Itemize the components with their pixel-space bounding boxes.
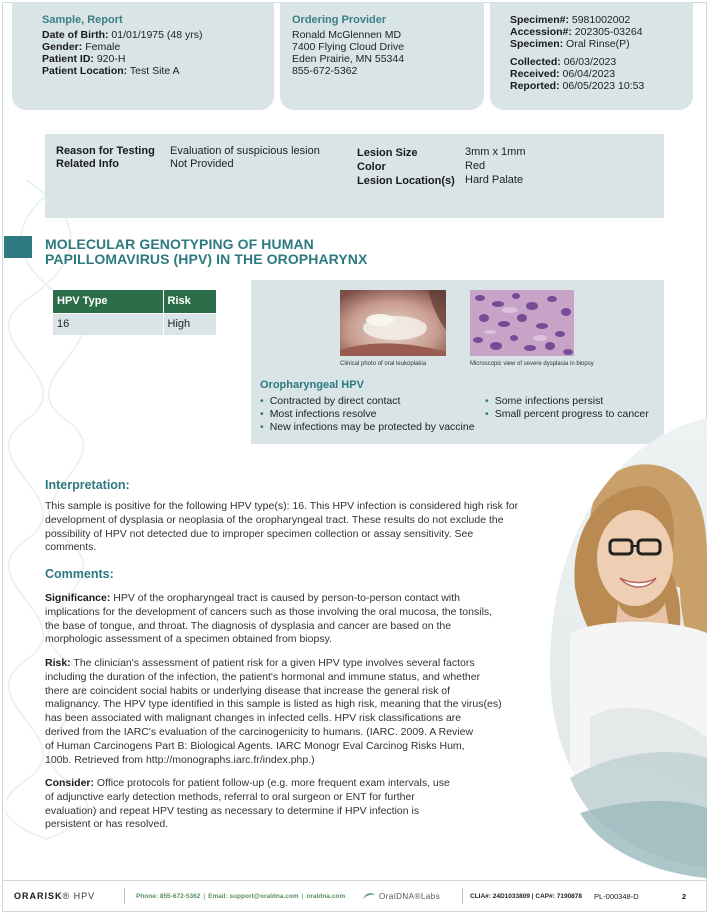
accession-row: Accession#: 202305-03264 bbox=[510, 26, 643, 38]
related-label: Related Info bbox=[56, 158, 119, 170]
report-title: MOLECULAR GENOTYPING OF HUMAN PAPILLOMAVIRUS (HPV) IN THE OROPHARYNX bbox=[45, 236, 368, 267]
lesion-location-value: Hard Palate bbox=[465, 174, 524, 186]
hpv-results-table bbox=[53, 290, 217, 335]
provider-heading: Ordering Provider bbox=[292, 14, 387, 26]
provider-phone: 855-672-5362 bbox=[292, 65, 358, 77]
orarisk-logo: ORARISK ® HPV bbox=[14, 891, 96, 901]
patient-card bbox=[12, 2, 274, 110]
oraldna-labs-logo: OralDNA®Labs bbox=[362, 880, 440, 912]
bullet-item: • Contracted by direct contact bbox=[260, 395, 400, 407]
reason-value: Evaluation of suspicious lesion bbox=[170, 145, 320, 157]
interpretation-text: This sample is positive for the following HPV type(s): 16. This HPV infection is considered high risk for development of dysplasia or neoplasia of the oropharyngeal tract. These results do not exclude the possibility of HPV not detected due to improper specimen collection or assay sensitivity. See comments. bbox=[45, 500, 519, 554]
footer-contact: Phone: 855-672-5362 | Email: support@oraldna.com | oraldna.com bbox=[136, 892, 346, 900]
dysplasia-biopsy-photo bbox=[470, 290, 574, 356]
provider-card bbox=[280, 2, 484, 110]
bullet-item: • Some infections persist bbox=[485, 395, 603, 407]
gender-row: Gender: Female bbox=[42, 41, 121, 53]
caption-dysplasia: Microscopic view of severe dysplasia in biopsy bbox=[470, 361, 594, 367]
patient-heading: Sample, Report bbox=[42, 14, 123, 26]
leukoplakia-photo bbox=[340, 290, 446, 356]
risk-paragraph: Risk: The clinician's assessment of patient risk for a given HPV type involves several factors including the duration of the infection, the patient's hormonal and immune status, and whether there are coincident social habits or underlying disease that increase the general risk of malignancy. The HPV type identified in this sample is listed as high risk, meaning that the virus(es) has been associated with malignant changes in infected cells. HPV risk classifications are derived from the IARC's evaluation of the carcinogenicity to humans. (IARC. 2009. A Review of Human Carcinogens Part B: Biological Agents. IARC Monogr Eval Carcinog Risks Hum, 100b. Retrieved from http://monographs.iarc.fr/index.php.) bbox=[45, 657, 502, 766]
reason-panel bbox=[45, 134, 664, 218]
specimen-type-row: Specimen: Oral Rinse(P) bbox=[510, 38, 630, 50]
hpv-type-header: HPV Type bbox=[53, 290, 163, 313]
reason-label: Reason for Testing bbox=[56, 145, 155, 157]
lesion-color-label: Color bbox=[357, 161, 386, 173]
lesion-color-value: Red bbox=[465, 160, 486, 172]
bullet-item: • Most infections resolve bbox=[260, 408, 376, 420]
patient-id-row: Patient ID: 920-H bbox=[42, 53, 126, 65]
footer-clia-cap: CLIA#: 24D1033809 | CAP#: 7190878 bbox=[470, 892, 583, 900]
footer-phone: Phone: 855-672-5362 bbox=[136, 892, 201, 900]
provider-address2: Eden Prairie, MN 55344 bbox=[292, 53, 405, 65]
dob-row: Date of Birth: 01/01/1975 (48 yrs) bbox=[42, 29, 203, 41]
interpretation-heading: Interpretation: bbox=[45, 478, 130, 492]
caption-leukoplakia: Clinical photo of oral leukoplakia bbox=[340, 361, 427, 367]
reported-row: Reported: 06/05/2023 10:53 bbox=[510, 80, 645, 92]
collected-row: Collected: 06/03/2023 bbox=[510, 56, 617, 68]
significance-paragraph: Significance: HPV of the oropharyngeal tract is caused by person-to-person contact with implications for the development of cancers such as those involving the oral mucosa, the tonsils, the base of tongue, and throat. The diagnosis of dysplasia and cancer are based on the morphologic assessment of a specimen obtained from biopsy. bbox=[45, 592, 493, 646]
footer-email[interactable]: Email: support@oraldna.com bbox=[208, 892, 299, 900]
risk-cell: High bbox=[163, 313, 217, 335]
risk-header: Risk bbox=[163, 290, 217, 313]
bullet-item: • New infections may be protected by vaccine bbox=[260, 421, 475, 433]
title-accent-bar bbox=[4, 236, 32, 258]
specimen-number-row: Specimen#: 5981002002 bbox=[510, 14, 631, 26]
lesion-size-label: Lesion Size bbox=[357, 147, 418, 159]
lesion-location-label: Lesion Location(s) bbox=[357, 175, 455, 187]
provider-name: Ronald McGlennen MD bbox=[292, 29, 402, 41]
document-id: PL-000348-D bbox=[594, 891, 639, 901]
related-value: Not Provided bbox=[170, 158, 234, 170]
footer-website-link[interactable]: oraldna.com bbox=[306, 892, 346, 900]
lesion-size-value: 3mm x 1mm bbox=[465, 146, 526, 158]
table-header-row bbox=[53, 290, 217, 313]
woman-photo bbox=[530, 418, 707, 878]
oraldna-swoosh-icon bbox=[362, 891, 376, 901]
consider-paragraph: Consider: Office protocols for patient follow-up (e.g. more frequent exam intervals, use of adjunctive early detection methods, referral to oral surgeon or ENT for further evaluation) and repeat HPV testing as necessary to determine if HPV infection is persistent or has resolved. bbox=[45, 777, 450, 831]
table-row bbox=[53, 313, 217, 335]
hpv-type-cell: 16 bbox=[53, 313, 163, 335]
specimen-card bbox=[490, 2, 693, 110]
comments-heading: Comments: bbox=[45, 567, 114, 581]
bullet-item: • Small percent progress to cancer bbox=[485, 408, 649, 420]
provider-address1: 7400 Flying Cloud Drive bbox=[292, 41, 405, 53]
patient-location-row: Patient Location: Test Site A bbox=[42, 65, 180, 77]
page-number: 2 bbox=[682, 891, 687, 901]
oropharyngeal-heading: Oropharyngeal HPV bbox=[260, 379, 364, 391]
received-row: Received: 06/04/2023 bbox=[510, 68, 616, 80]
